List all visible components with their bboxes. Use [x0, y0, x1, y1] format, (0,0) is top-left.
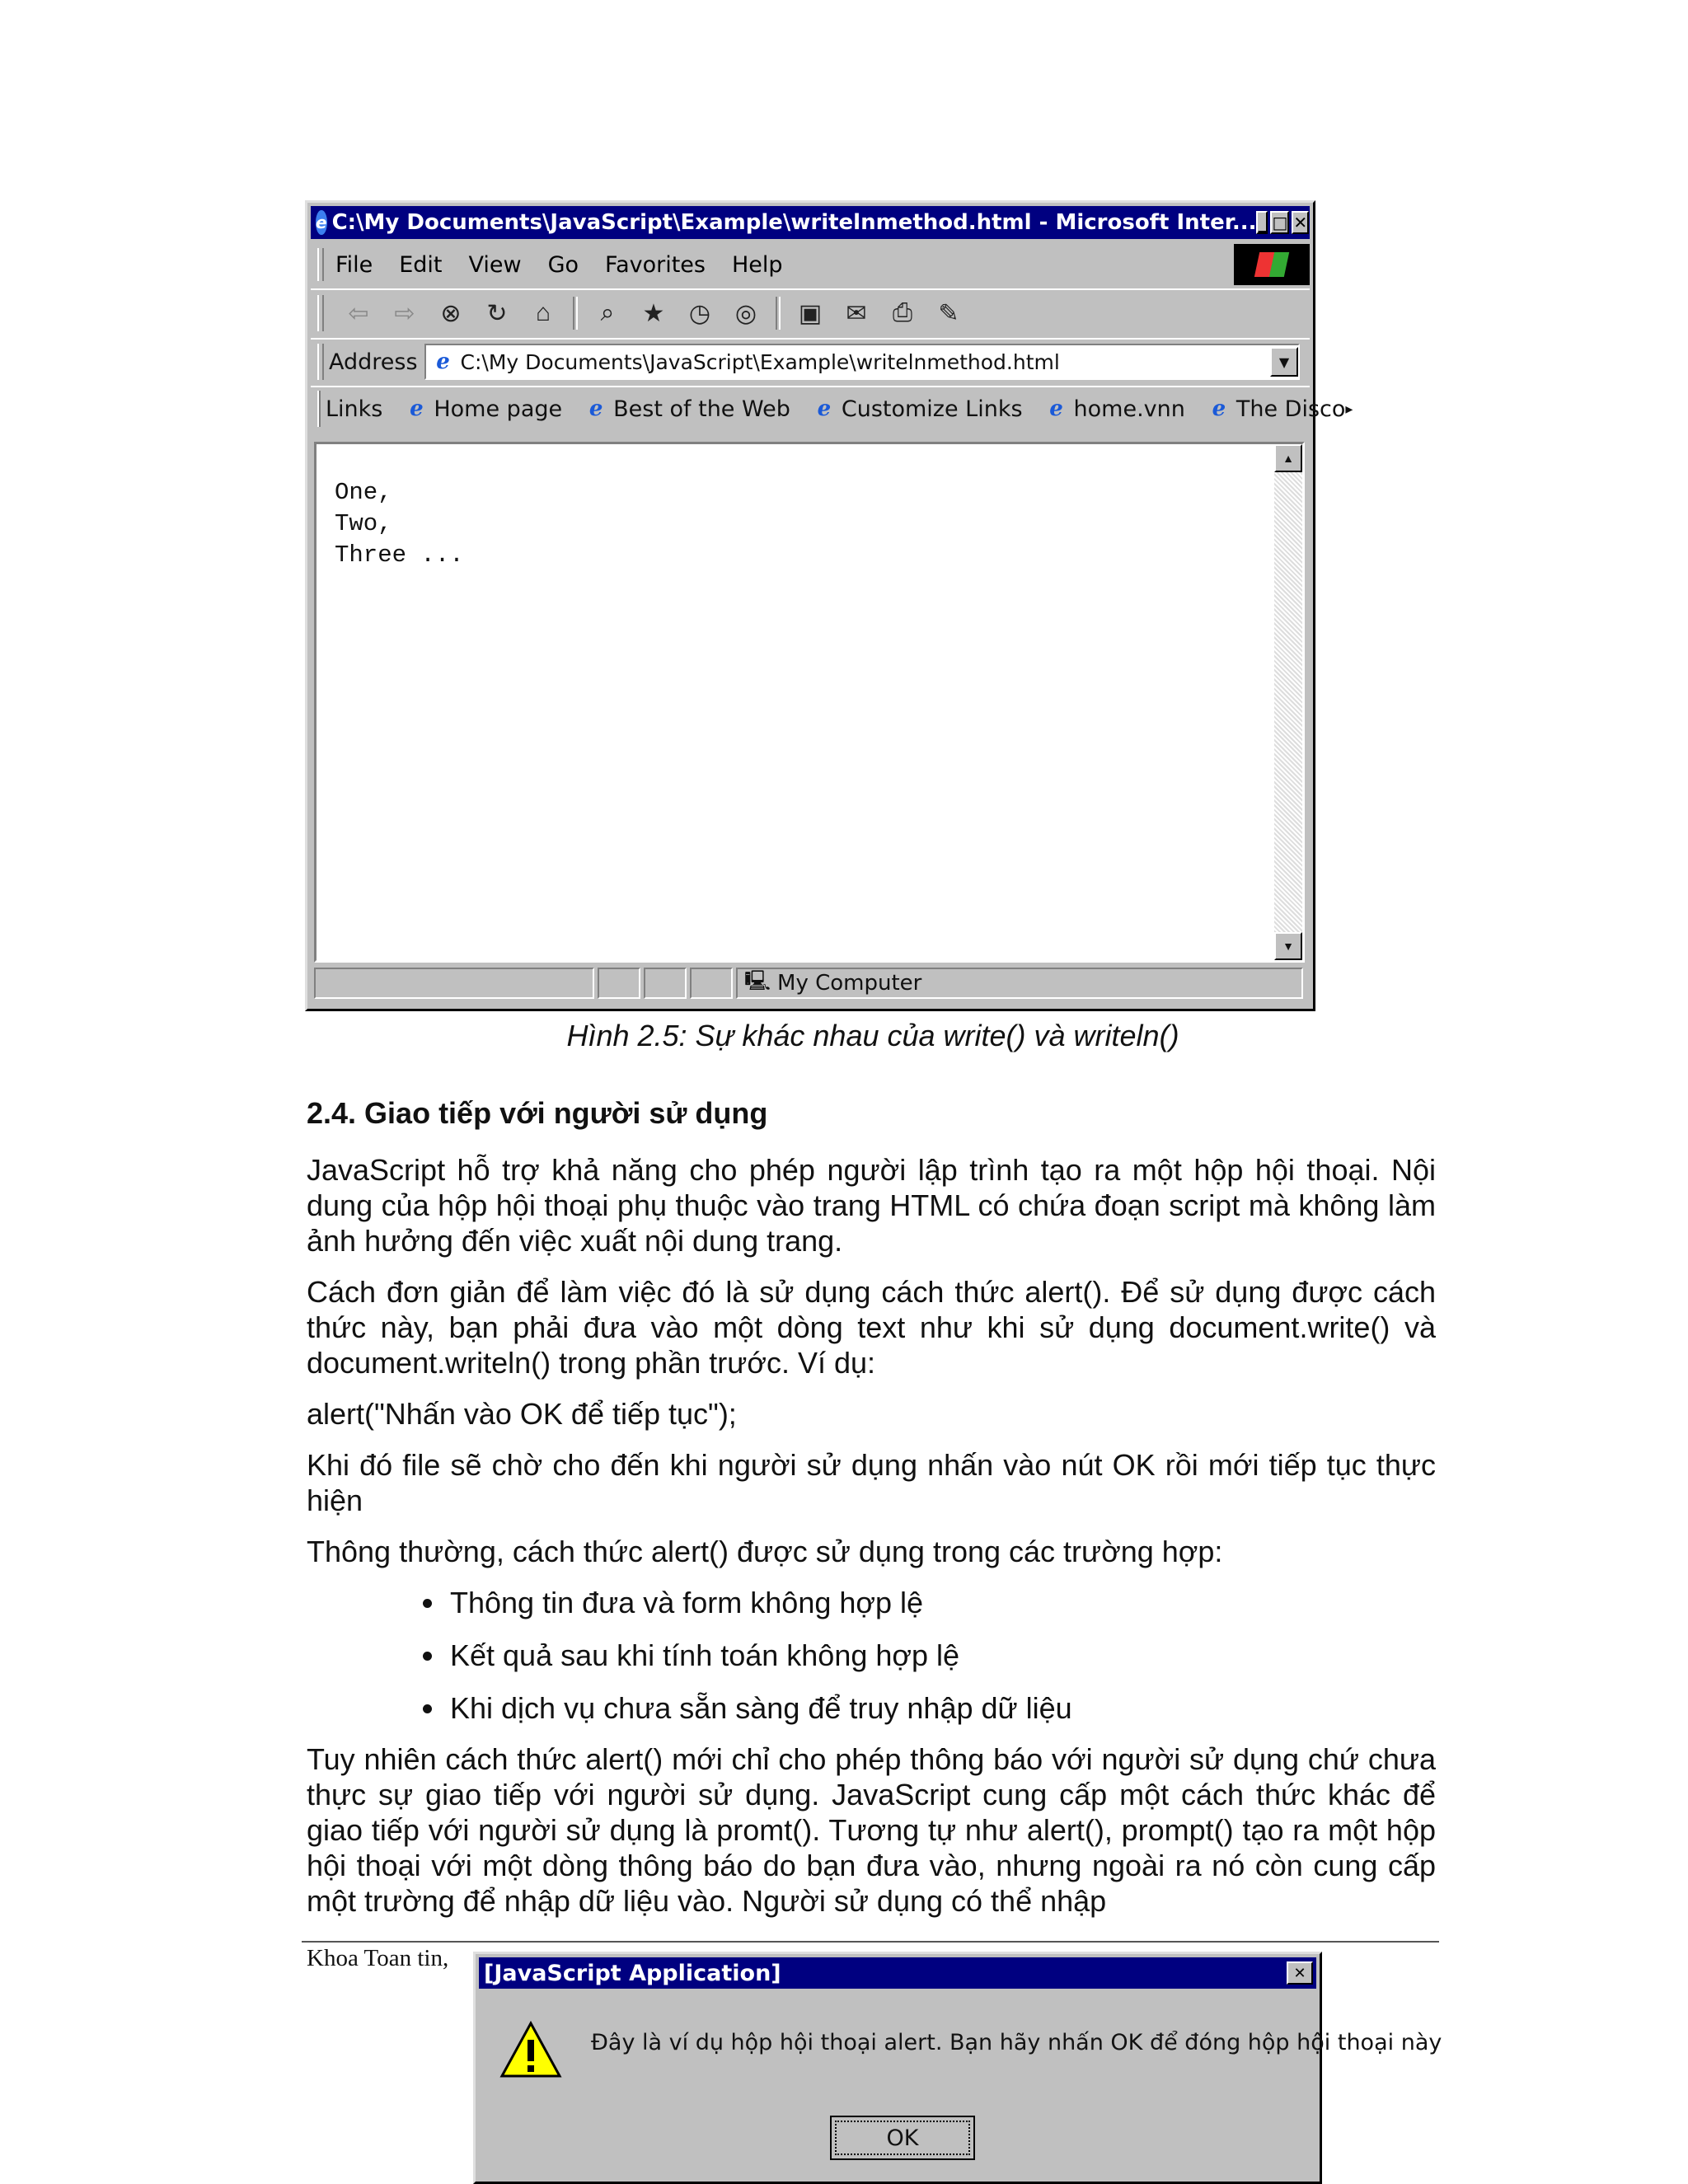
history-icon[interactable]: ◷	[688, 299, 711, 327]
menu-edit[interactable]: Edit	[399, 251, 443, 278]
ok-button[interactable]: OK	[830, 2116, 975, 2160]
stop-icon[interactable]: ⊗	[440, 299, 462, 327]
link-label: The Disco	[1236, 396, 1346, 422]
alert-title: [JavaScript Application]	[484, 1960, 781, 1986]
close-button[interactable]: ✕	[1293, 213, 1308, 232]
standard-toolbar	[311, 288, 1310, 336]
toolbar-grip[interactable]	[317, 391, 321, 427]
paragraph: Tuy nhiên cách thức alert() mới chỉ cho phép thông báo với người sử dụng chứ chưa thực sự giao tiếp với người sử dụng. JavaScript cung cấp một cách thức khác để giao tiếp với người sử dụng là promt(). Tương tự như alert(), prompt() tạo ra một hộp hội thoại với một dòng thông báo do bạn đưa vào, nhưng ngoài ra nó còn cung cấp một trường để nhập dữ liệu vào. Người sử dụng có thể nhập	[307, 1742, 1436, 1918]
windows-logo-icon	[1234, 244, 1310, 285]
output-line: Three ...	[335, 541, 464, 569]
list-item: • Kết quả sau khi tính toán không hợp lệ	[447, 1638, 1436, 1673]
menu-bar	[311, 244, 1310, 285]
figure-caption: Hình 2.5: Sự khác nhau của write() và writeln()	[566, 1019, 1179, 1052]
address-bar	[311, 338, 1310, 384]
browser-window	[305, 200, 1353, 1011]
ie-link-icon: e	[588, 396, 603, 421]
menu-go[interactable]: Go	[547, 251, 579, 278]
edit-icon[interactable]: ✎	[938, 299, 959, 327]
forward-icon[interactable]: ⇨	[394, 299, 415, 327]
link-customize-links[interactable]	[807, 396, 1023, 422]
address-label: Address	[329, 349, 418, 375]
status-pane	[314, 968, 594, 999]
maximize-button[interactable]: □	[1272, 213, 1288, 232]
home-icon[interactable]: ⌂	[535, 299, 551, 326]
minimize-button[interactable]: _	[1258, 213, 1267, 232]
links-bar	[311, 386, 1353, 430]
alert-message: Đây là ví dụ hộp hội thoại alert. Bạn hãy nhấn OK để đóng hộp hội thoại này	[591, 2030, 1442, 2055]
link-home-vnn[interactable]	[1039, 396, 1185, 422]
footer-divider	[302, 1941, 1439, 1943]
document-body	[307, 1152, 1436, 1934]
menu-view[interactable]: View	[468, 251, 522, 278]
ie-link-icon: e	[1049, 396, 1063, 421]
toolbar-grip[interactable]	[317, 295, 324, 331]
paragraph: Thông thường, cách thức alert() được sử dụng trong các trường hợp:	[307, 1535, 1223, 1568]
paragraph: JavaScript hỗ trợ khả năng cho phép người lập trình tạo ra một hộp hội thoại. Nội dung của hộp hội thoại phụ thuộc vào trang HTML có chứa đoạn script mà không làm ảnh hưởng đến việc xuất nội dung trang.	[307, 1153, 1436, 1258]
link-home-page[interactable]	[399, 396, 562, 422]
more-links-icon[interactable]: ▸	[1345, 400, 1353, 418]
menu-help[interactable]: Help	[731, 251, 783, 278]
link-label: Best of the Web	[613, 396, 790, 422]
list-item: • Thông tin đưa và form không hợp lệ	[447, 1585, 1436, 1620]
section-heading: 2.4. Giao tiếp với người sử dụng	[307, 1096, 768, 1130]
output-line: One,	[335, 479, 392, 506]
link-label: Home page	[434, 396, 563, 422]
link-label: home.vnn	[1073, 396, 1185, 422]
toolbar-separator	[776, 297, 781, 330]
back-icon[interactable]: ⇦	[348, 299, 369, 327]
status-pane	[598, 968, 640, 999]
ie-link-icon: e	[410, 396, 424, 421]
warning-icon	[500, 2020, 561, 2081]
ie-icon: e	[316, 210, 327, 235]
vertical-scrollbar[interactable]	[1274, 444, 1302, 960]
scroll-down-icon[interactable]: ▼	[1274, 932, 1302, 960]
fullscreen-icon[interactable]: ▣	[798, 299, 823, 327]
paragraph: Cách đơn giản để làm việc đó là sử dụng cách thức alert(). Để sử dụng được cách thức này, bạn phải đưa vào một dòng text như khi sử dụng document.write() và document.writeln() trong phần trước. Ví dụ:	[307, 1275, 1436, 1380]
menu-file[interactable]: File	[335, 251, 373, 278]
list-item: • Khi dịch vụ chưa sẵn sàng để truy nhập dữ liệu	[447, 1690, 1436, 1726]
toolbar-grip[interactable]	[317, 248, 324, 281]
ie-link-icon: e	[817, 396, 832, 421]
refresh-icon[interactable]: ↻	[486, 299, 508, 327]
page-icon: e	[436, 349, 450, 374]
paragraph: Khi đó file sẽ chờ cho đến khi người sử dụng nhấn vào nút OK rồi mới tiếp tục thực hiện	[307, 1448, 1436, 1517]
mail-icon[interactable]: ✉	[846, 299, 867, 327]
browser-title-bar[interactable]	[311, 206, 1310, 239]
footer-text: Khoa Toan tin,	[307, 1945, 449, 1971]
computer-icon: 🖳	[744, 968, 771, 992]
bullet-list	[307, 1585, 1436, 1726]
zone-label: My Computer	[777, 971, 922, 996]
alert-dialog	[473, 1952, 1442, 2184]
link-the-disco[interactable]	[1202, 396, 1346, 422]
print-icon[interactable]: ⎙	[893, 299, 912, 326]
page-content[interactable]	[314, 442, 1305, 963]
links-label: Links	[326, 396, 383, 422]
address-value[interactable]: C:\My Documents\JavaScript\Example\writelnmethod.html	[460, 349, 1060, 374]
toolbar-separator	[573, 297, 578, 330]
address-input[interactable]	[424, 344, 1300, 380]
link-best-of-web[interactable]	[579, 396, 790, 422]
page-output	[335, 477, 464, 571]
zone-pane	[736, 968, 1303, 999]
code-example: alert("Nhấn vào OK để tiếp tục");	[307, 1397, 737, 1431]
chevron-down-icon[interactable]: ▼	[1270, 347, 1298, 377]
channels-icon[interactable]: ◎	[734, 299, 757, 327]
favorites-icon[interactable]: ★	[642, 299, 665, 327]
scroll-up-icon[interactable]: ▲	[1274, 444, 1302, 472]
menu-favorites[interactable]: Favorites	[605, 251, 706, 278]
search-icon[interactable]: ⌕	[600, 299, 615, 326]
toolbar-grip[interactable]	[317, 344, 324, 380]
output-line: Two,	[335, 510, 392, 537]
status-pane	[644, 968, 687, 999]
status-pane	[690, 968, 733, 999]
ie-link-icon: e	[1212, 396, 1226, 421]
close-icon[interactable]: ✕	[1287, 1961, 1313, 1985]
link-label: Customize Links	[841, 396, 1023, 422]
alert-title-bar[interactable]	[479, 1957, 1316, 1989]
status-bar	[314, 968, 1306, 1002]
browser-title: C:\My Documents\JavaScript\Example\writelnmethod.html - Microsoft Inter...	[331, 210, 1257, 235]
